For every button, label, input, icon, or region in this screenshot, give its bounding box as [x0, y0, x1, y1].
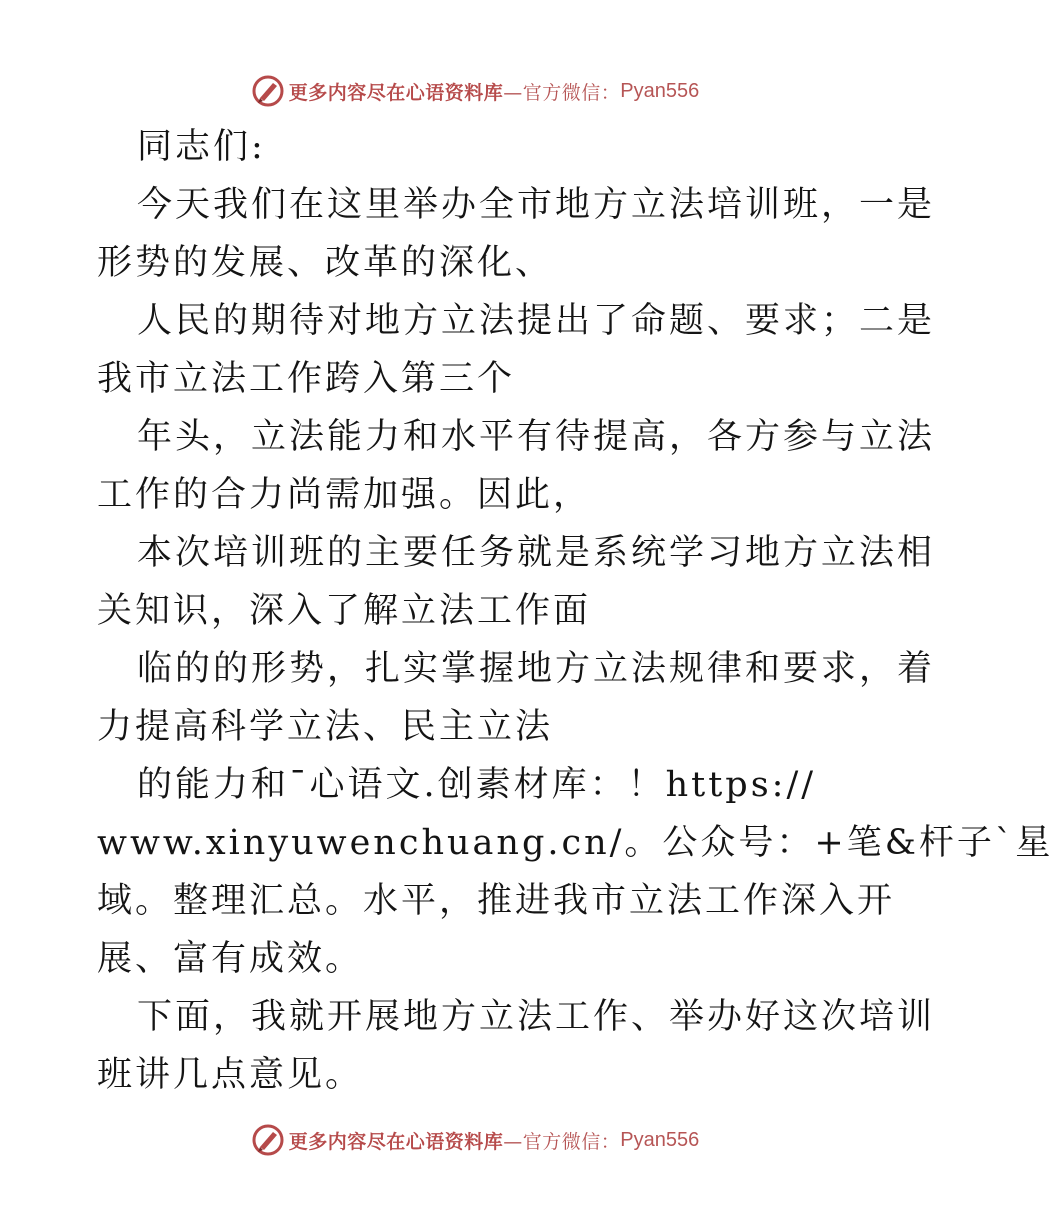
- paragraph-line: 临的的形势，扎实掌握地方立法规律和要求，着: [137, 649, 936, 689]
- document-body: [97, 118, 1053, 1104]
- paragraph-line: www.xinyuwenchuang.cn/。公众号：+笔&杆子`星: [97, 823, 1053, 863]
- paragraph-line: 展、富有成效。: [97, 939, 364, 979]
- paragraph-line: 同志们:: [137, 127, 266, 167]
- paragraph-line: 域。整理汇总。水平，推进我市立法工作深入开: [97, 881, 896, 921]
- pen-logo-icon: [251, 1123, 285, 1157]
- banner-wechat-id: Pyan556: [620, 1128, 700, 1151]
- banner-wechat-id: Pyan556: [620, 79, 700, 102]
- paragraph-line: 班讲几点意见。: [97, 1055, 364, 1095]
- paragraph-line: 本次培训班的主要任务就是系统学习地方立法相: [137, 533, 936, 573]
- paragraph-line: 形势的发展、改革的深化、: [97, 243, 554, 283]
- paragraph-line: 下面，我就开展地方立法工作、举办好这次培训: [137, 997, 936, 1037]
- paragraph-line: 工作的合力尚需加强。因此，: [97, 475, 592, 515]
- banner-title: 更多内容尽在心语资料库: [288, 81, 504, 104]
- header-banner: [0, 71, 950, 111]
- paragraph-line: 今天我们在这里举办全市地方立法培训班，一是: [137, 185, 936, 225]
- footer-banner: [0, 1120, 950, 1160]
- paragraph-line: 年头，立法能力和水平有待提高，各方参与立法: [137, 417, 936, 457]
- paragraph-line: 力提高科学立法、民主立法: [97, 707, 554, 747]
- banner-title: 更多内容尽在心语资料库: [288, 1130, 504, 1153]
- banner-wechat-label: —官方微信：: [503, 81, 621, 104]
- banner-wechat-label: —官方微信：: [503, 1130, 621, 1153]
- paragraph-line: 人民的期待对地方立法提出了命题、要求；二是: [137, 301, 936, 341]
- paragraph-line: 我市立法工作跨入第三个: [97, 359, 516, 399]
- paragraph-line: 的能力和¯心语文.创素材库：！https://: [137, 765, 817, 805]
- paragraph-line: 关知识，深入了解立法工作面: [97, 591, 592, 631]
- pen-logo-icon: [251, 74, 285, 108]
